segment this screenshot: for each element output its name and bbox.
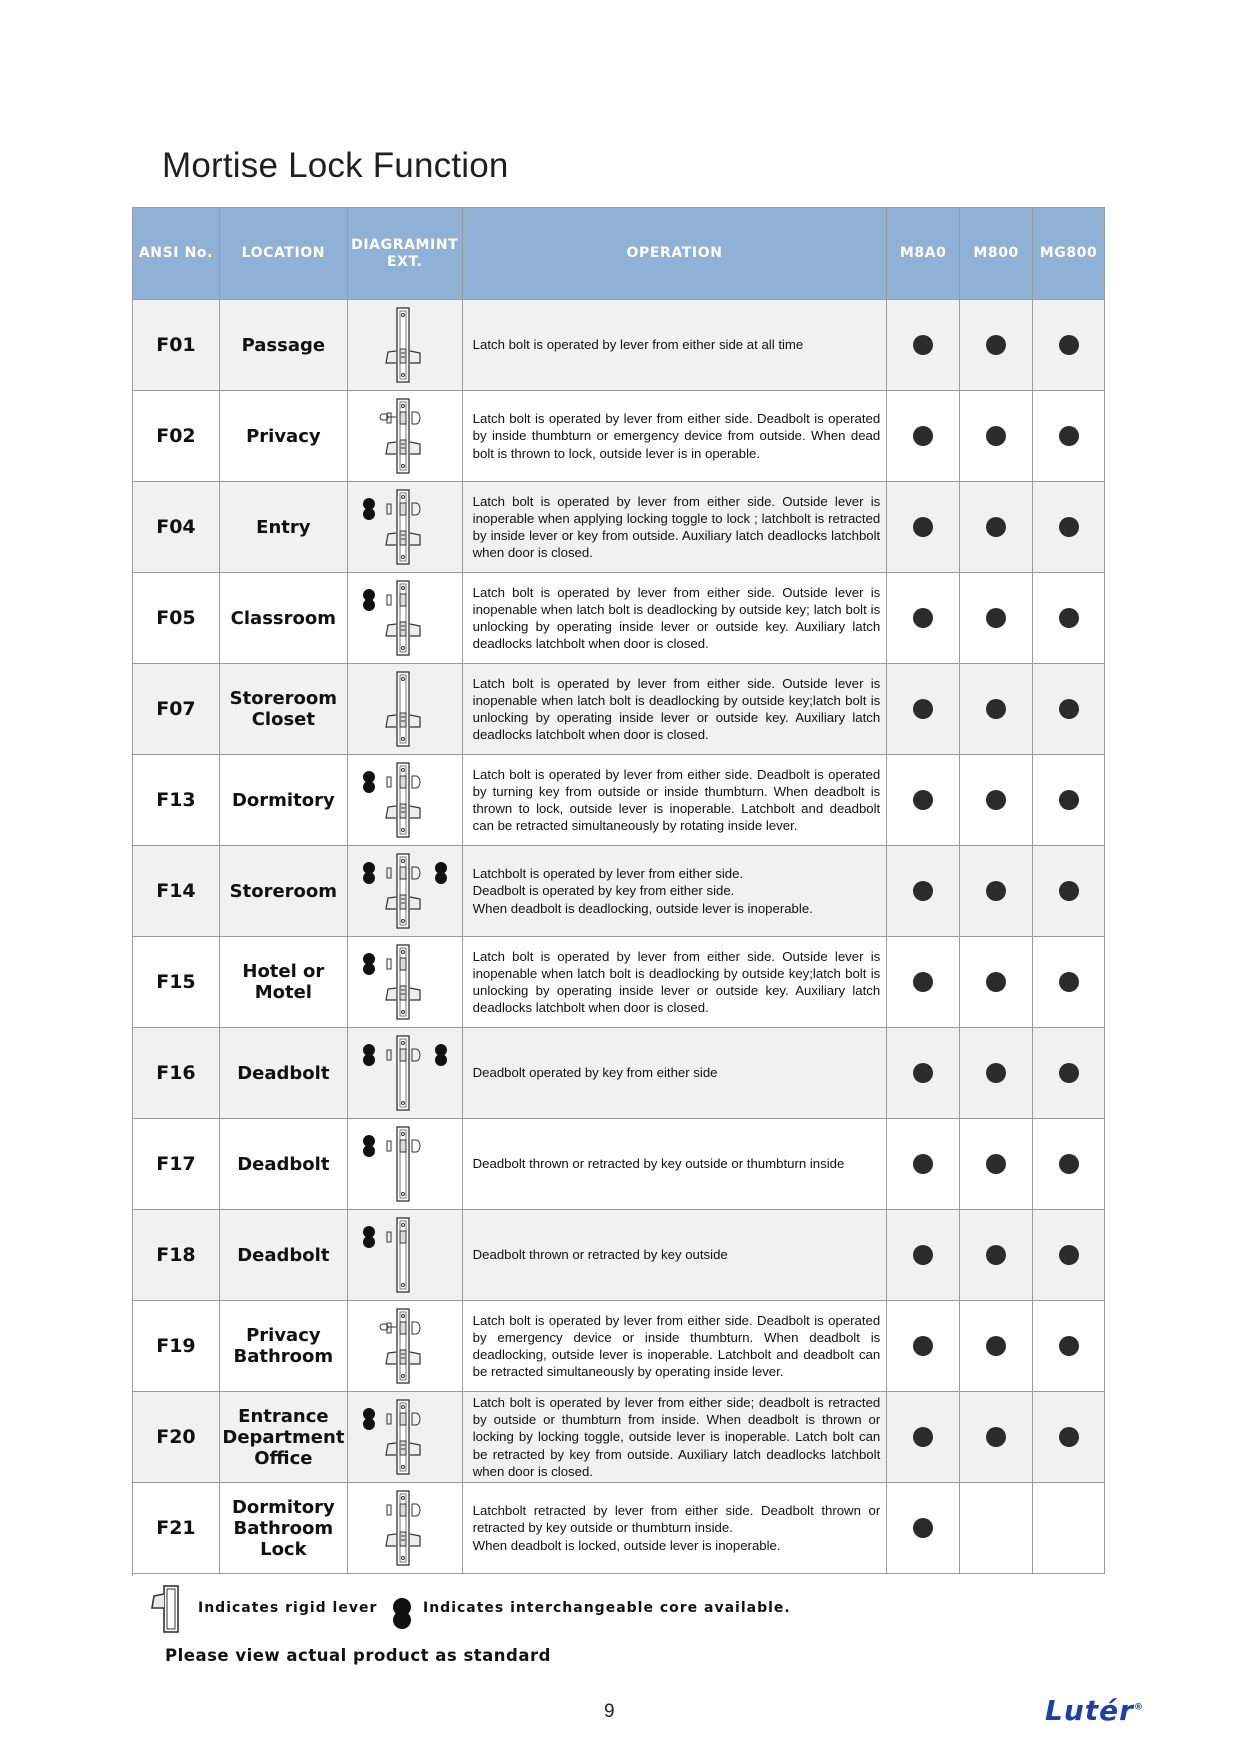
operation-line: Latch bolt is operated by lever from either side. Outside lever is inopenable when latch bolt is deadlocking by outside key; latch bolt is unlocking by operating inside lever or outside key. Auxiliary latch deadlocks latchbolt when door is closed. <box>472 584 881 652</box>
table-row <box>133 937 1105 1028</box>
location <box>220 573 348 664</box>
availability-m8a0 <box>887 482 960 573</box>
lock-diagram <box>348 1392 463 1483</box>
location <box>220 664 348 755</box>
lock-diagram <box>348 1301 463 1392</box>
availability-m800 <box>960 1301 1033 1392</box>
operation-line: When deadbolt is locked, outside lever is inoperable. <box>472 1537 781 1553</box>
location <box>220 1392 348 1483</box>
location-line: Storeroom <box>229 688 338 709</box>
page-number: 9 <box>604 1701 615 1722</box>
location <box>220 1483 348 1574</box>
location <box>220 755 348 846</box>
ansi-number: F17 <box>133 1119 220 1210</box>
location-line: Closet <box>251 709 315 730</box>
availability-m8a0 <box>887 937 960 1028</box>
available-dot-icon <box>1059 790 1079 810</box>
availability-m800 <box>960 755 1033 846</box>
rigid-lever-icon <box>150 1584 190 1634</box>
operation-line: Deadbolt thrown or retracted by key outside or thumbturn inside <box>472 1156 845 1172</box>
availability-m8a0 <box>887 573 960 664</box>
operation-text <box>463 300 888 391</box>
table-body <box>133 300 1105 1574</box>
table-row <box>133 755 1105 846</box>
availability-mg800 <box>1033 1119 1105 1210</box>
lock-diagram-icon <box>350 851 460 931</box>
table-row <box>133 1028 1105 1119</box>
table-row <box>133 1119 1105 1210</box>
location-line: Dormitory <box>231 1496 335 1518</box>
header-ansi: ANSI No. <box>133 208 220 300</box>
available-dot-icon <box>913 1154 933 1174</box>
available-dot-icon <box>986 517 1006 537</box>
availability-m800 <box>960 1483 1033 1574</box>
availability-m800 <box>960 300 1033 391</box>
function-table <box>132 207 1105 1576</box>
lock-diagram <box>348 1483 463 1574</box>
table-row <box>133 1210 1105 1301</box>
operation-text <box>463 482 888 573</box>
available-dot-icon <box>1059 1063 1079 1083</box>
ansi-number: F21 <box>133 1483 220 1574</box>
location <box>220 300 348 391</box>
availability-m800 <box>960 664 1033 755</box>
table-row <box>133 1301 1105 1392</box>
availability-m8a0 <box>887 664 960 755</box>
available-dot-icon <box>1059 426 1079 446</box>
availability-m8a0 <box>887 755 960 846</box>
table-row <box>133 664 1105 755</box>
available-dot-icon <box>913 699 933 719</box>
ansi-number: F18 <box>133 1210 220 1301</box>
available-dot-icon <box>913 1427 933 1447</box>
operation-text <box>463 1301 888 1392</box>
available-dot-icon <box>986 426 1006 446</box>
operation-line: Latch bolt is operated by lever from either side at all time <box>472 337 804 353</box>
location-line: Entrance <box>238 1405 329 1427</box>
brand-logo <box>1045 1694 1144 1727</box>
operation-line: Deadbolt thrown or retracted by key outside <box>472 1247 728 1263</box>
location <box>220 1210 348 1301</box>
lock-diagram-icon <box>350 487 460 567</box>
location-line: Privacy <box>246 425 321 447</box>
operation-line: Latchbolt is operated by lever from either side. <box>472 866 744 882</box>
availability-m8a0 <box>887 846 960 937</box>
table-row <box>133 300 1105 391</box>
lock-diagram <box>348 1119 463 1210</box>
availability-m8a0 <box>887 1301 960 1392</box>
table-row <box>133 482 1105 573</box>
location-line: Motel <box>254 982 312 1003</box>
lock-diagram-icon <box>350 1397 460 1477</box>
lock-diagram <box>348 846 463 937</box>
availability-m8a0 <box>887 300 960 391</box>
location <box>220 937 348 1028</box>
lock-diagram-icon <box>350 942 460 1022</box>
location-line: Classroom <box>230 607 336 629</box>
ansi-number: F05 <box>133 573 220 664</box>
lock-diagram <box>348 1028 463 1119</box>
available-dot-icon <box>1059 608 1079 628</box>
availability-m800 <box>960 391 1033 482</box>
availability-mg800 <box>1033 1301 1105 1392</box>
operation-line: Latchbolt retracted by lever from either side. Deadbolt thrown or retracted by key outside or thumbturn inside. <box>472 1503 881 1536</box>
header-location: LOCATION <box>220 208 348 300</box>
availability-mg800 <box>1033 1483 1105 1574</box>
lock-diagram-icon <box>350 1306 460 1386</box>
location <box>220 482 348 573</box>
available-dot-icon <box>913 335 933 355</box>
operation-line: Latch bolt is operated by lever from either side. Outside lever is inopenable when latch bolt is deadlocking by outside key;latch bolt is unlocking by operating inside lever or outside key. Auxiliary latch deadlocks latchbolt when door is closed. <box>472 675 881 743</box>
availability-m800 <box>960 846 1033 937</box>
availability-m8a0 <box>887 1028 960 1119</box>
brand-registered-mark: ® <box>1133 1702 1144 1713</box>
table-header <box>133 208 1105 300</box>
available-dot-icon <box>986 699 1006 719</box>
available-dot-icon <box>986 1063 1006 1083</box>
availability-mg800 <box>1033 1028 1105 1119</box>
availability-mg800 <box>1033 1210 1105 1301</box>
operation-line: Deadbolt operated by key from either side <box>472 1065 718 1081</box>
location-line: Privacy <box>246 1325 321 1346</box>
available-dot-icon <box>913 1245 933 1265</box>
header-mg800: MG800 <box>1033 208 1105 300</box>
location-line: Deadbolt <box>237 1244 330 1266</box>
location-line: Office <box>254 1447 313 1469</box>
lock-diagram <box>348 1210 463 1301</box>
operation-line: Deadbolt is operated by key from either side. <box>472 883 735 899</box>
available-dot-icon <box>913 426 933 446</box>
header-operation: OPERATION <box>463 208 888 300</box>
location-line: Passage <box>241 334 326 356</box>
legend <box>150 1584 850 1644</box>
location-line: Entry <box>256 516 311 538</box>
location <box>220 1301 348 1392</box>
ansi-number: F14 <box>133 846 220 937</box>
ansi-number: F01 <box>133 300 220 391</box>
location-line: Bathroom Lock <box>233 1517 334 1560</box>
availability-m800 <box>960 937 1033 1028</box>
location-line: Department <box>222 1426 345 1448</box>
legend-core-label: Indicates interchangeable core available. <box>423 1600 791 1616</box>
availability-mg800 <box>1033 300 1105 391</box>
page-title: Mortise Lock Function <box>162 146 509 185</box>
operation-text <box>463 1483 888 1574</box>
ansi-number: F16 <box>133 1028 220 1119</box>
operation-text <box>463 1119 888 1210</box>
available-dot-icon <box>1059 699 1079 719</box>
operation-text <box>463 391 888 482</box>
ansi-number: F20 <box>133 1392 220 1483</box>
lock-diagram <box>348 937 463 1028</box>
available-dot-icon <box>986 1245 1006 1265</box>
availability-mg800 <box>1033 482 1105 573</box>
availability-mg800 <box>1033 755 1105 846</box>
operation-text <box>463 1028 888 1119</box>
available-dot-icon <box>913 1518 933 1538</box>
available-dot-icon <box>1059 335 1079 355</box>
lock-diagram-icon <box>350 669 460 749</box>
availability-mg800 <box>1033 391 1105 482</box>
availability-m800 <box>960 1392 1033 1483</box>
lock-diagram <box>348 755 463 846</box>
lock-diagram-icon <box>350 1488 460 1568</box>
availability-mg800 <box>1033 846 1105 937</box>
operation-line: Latch bolt is operated by lever from either side; deadbolt is retracted by outside or thumbturn from inside. When deadbolt is thrown or locking by locking toggle, outside lever is inoperable. Latch bolt can be retracted by key from outside. Auxiliary latch deadlocks latchbolt when door is closed. <box>472 1394 881 1479</box>
available-dot-icon <box>913 790 933 810</box>
lock-diagram-icon <box>350 760 460 840</box>
table-row <box>133 846 1105 937</box>
lock-diagram-icon <box>350 1033 460 1113</box>
availability-m800 <box>960 573 1033 664</box>
available-dot-icon <box>1059 517 1079 537</box>
available-dot-icon <box>986 790 1006 810</box>
available-dot-icon <box>913 1336 933 1356</box>
lock-diagram <box>348 300 463 391</box>
available-dot-icon <box>1059 972 1079 992</box>
lock-diagram-icon <box>350 305 460 385</box>
available-dot-icon <box>913 972 933 992</box>
availability-mg800 <box>1033 664 1105 755</box>
lock-diagram-icon <box>350 1124 460 1204</box>
location-line: Deadbolt <box>237 1062 330 1084</box>
brand-name: Lutér <box>1045 1694 1134 1727</box>
table-row <box>133 1392 1105 1483</box>
operation-text <box>463 1392 888 1483</box>
location <box>220 846 348 937</box>
availability-m800 <box>960 1119 1033 1210</box>
lock-diagram-icon <box>350 578 460 658</box>
legend-rigid-lever-label: Indicates rigid lever <box>198 1600 378 1616</box>
ansi-number: F13 <box>133 755 220 846</box>
available-dot-icon <box>986 608 1006 628</box>
table-row <box>133 573 1105 664</box>
operation-line: Latch bolt is operated by lever from either side. Deadbolt is operated by inside thumbturn or emergency device from outside. When dead bolt is thrown to lock, outside lever is in operable. <box>472 411 881 461</box>
operation-text <box>463 664 888 755</box>
available-dot-icon <box>986 881 1006 901</box>
available-dot-icon <box>1059 1245 1079 1265</box>
interchangeable-core-icon <box>390 1598 414 1630</box>
ansi-number: F04 <box>133 482 220 573</box>
ansi-number: F19 <box>133 1301 220 1392</box>
availability-mg800 <box>1033 1392 1105 1483</box>
ansi-number: F02 <box>133 391 220 482</box>
lock-diagram <box>348 391 463 482</box>
availability-mg800 <box>1033 573 1105 664</box>
location-line: Dormitory <box>231 789 335 811</box>
location <box>220 1119 348 1210</box>
lock-diagram <box>348 573 463 664</box>
ansi-number: F07 <box>133 664 220 755</box>
location-line: Storeroom <box>229 880 338 902</box>
table-row <box>133 391 1105 482</box>
disclaimer-note: Please view actual product as standard <box>165 1646 551 1665</box>
available-dot-icon <box>1059 1154 1079 1174</box>
ansi-number: F15 <box>133 937 220 1028</box>
availability-m8a0 <box>887 1210 960 1301</box>
availability-m800 <box>960 1210 1033 1301</box>
operation-text <box>463 846 888 937</box>
header-diagram: DIAGRAMINT EXT. <box>348 208 463 300</box>
lock-diagram-icon <box>350 396 460 476</box>
available-dot-icon <box>986 1336 1006 1356</box>
availability-mg800 <box>1033 937 1105 1028</box>
operation-text <box>463 573 888 664</box>
header-m800: M800 <box>960 208 1033 300</box>
availability-m800 <box>960 482 1033 573</box>
available-dot-icon <box>913 608 933 628</box>
table-row <box>133 1483 1105 1574</box>
lock-diagram <box>348 664 463 755</box>
operation-line: Latch bolt is operated by lever from either side. Outside lever is inoperable when applying locking toggle to lock ; latchbolt is retracted by inside lever or key from outside. Auxiliary latch deadlocks latchbolt when door is closed. <box>472 493 881 561</box>
availability-m8a0 <box>887 1483 960 1574</box>
available-dot-icon <box>913 1063 933 1083</box>
location-line: Bathroom <box>233 1346 334 1367</box>
available-dot-icon <box>913 517 933 537</box>
operation-text <box>463 1210 888 1301</box>
available-dot-icon <box>986 335 1006 355</box>
operation-text <box>463 937 888 1028</box>
availability-m8a0 <box>887 1392 960 1483</box>
available-dot-icon <box>913 881 933 901</box>
header-m8a0: M8A0 <box>887 208 960 300</box>
availability-m8a0 <box>887 1119 960 1210</box>
location <box>220 391 348 482</box>
operation-line: Latch bolt is operated by lever from either side. Deadbolt is operated by turning key from outside or inside thumbturn. When deadbolt is thrown to lock, outside lever is inoperable. Latchbolt and deadbolt can be retracted simultaneously by rotating inside lever. <box>472 766 881 834</box>
availability-m800 <box>960 1028 1033 1119</box>
available-dot-icon <box>1059 881 1079 901</box>
availability-m8a0 <box>887 391 960 482</box>
location <box>220 1028 348 1119</box>
lock-diagram <box>348 482 463 573</box>
operation-line: Latch bolt is operated by lever from either side. Outside lever is inopenable when latch bolt is deadlocking by outside key;latch bolt is unlocking by operating inside lever or outside key. Auxiliary latch deadlocks latchbolt when door is closed. <box>472 948 881 1016</box>
available-dot-icon <box>1059 1427 1079 1447</box>
operation-line: When deadbolt is deadlocking, outside lever is inoperable. <box>472 900 813 916</box>
available-dot-icon <box>986 972 1006 992</box>
lock-diagram-icon <box>350 1215 460 1295</box>
location-line: Hotel or <box>242 961 325 982</box>
available-dot-icon <box>1059 1336 1079 1356</box>
location-line: Deadbolt <box>237 1153 330 1175</box>
available-dot-icon <box>986 1427 1006 1447</box>
operation-line: Latch bolt is operated by lever from either side. Deadbolt is operated by emergency device or inside thumbturn. When deadbolt is deadlocking, outside lever is inoperable. Latchbolt and deadbolt can be retracted simultaneously by operating inside lever. <box>472 1312 881 1380</box>
operation-text <box>463 755 888 846</box>
available-dot-icon <box>986 1154 1006 1174</box>
